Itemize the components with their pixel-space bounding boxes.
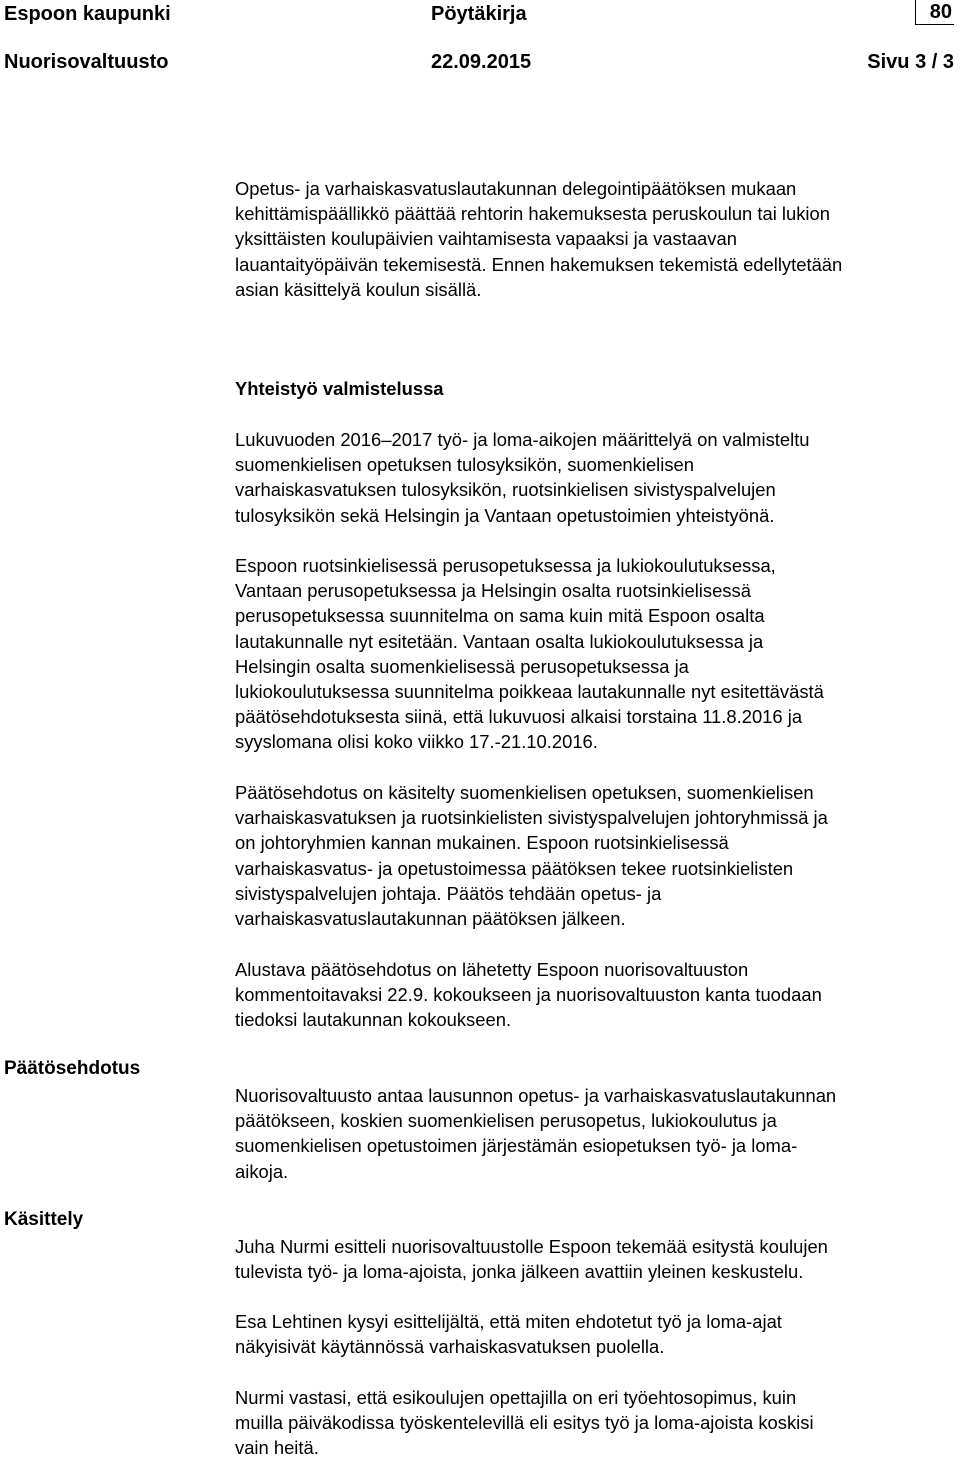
meeting-date: 22.09.2015	[431, 51, 532, 73]
handling-paragraph-1: Juha Nurmi esitteli nuorisovaltuustolle Espoon tekemää esitystä koulujen tulevista työ- ja loma-ajoista, jonka jälkeen avattiin yleinen keskustelu.	[235, 1236, 828, 1283]
intro-paragraph: Opetus- ja varhaiskasvatuslautakunnan delegointipäätöksen mukaan kehittämispäällikkö päättää rehtorin hakemuksesta peruskoulun tai lukion yksittäisten koulupäivien vaihtamisesta vapaaksi ja vastaavan lauantaityöpäivän tekemisestä. Ennen hakemuksen tekemistä edellytetään asian käsittelyä koulun sisällä.	[235, 178, 843, 300]
cooperation-paragraph-1: Lukuvuoden 2016–2017 työ- ja loma-aikojen määrittelyä on valmisteltu suomenkielisen opetuksen tulosyksikön, suomenkielisen varhaiskasvatuksen tulosyksikön, ruotsinkielisen sivistyspalvelujen tulosyksikön sekä Helsingin ja Vantaan opetustoimien yhteistyönä.	[235, 429, 810, 526]
section-number: 80	[915, 0, 954, 25]
cooperation-paragraph-4: Alustava päätösehdotus on lähetetty Espoon nuorisovaltuuston kommentoitavaksi 22.9. kokoukseen ja nuorisovaltuuston kanta tuodaan tiedoksi lautakunnan kokoukseen.	[235, 959, 822, 1031]
handling-paragraph-2-block	[235, 1309, 957, 1359]
handling-paragraph-1-block	[235, 1234, 957, 1284]
proposal-block	[235, 1083, 957, 1184]
page-number: Sivu 3 / 3	[867, 51, 954, 73]
cooperation-paragraph-4-block	[235, 957, 957, 1033]
cooperation-paragraph-1-block	[235, 427, 957, 528]
proposal-text: Nuorisovaltuusto antaa lausunnon opetus- ja varhaiskasvatuslautakunnan päätökseen, koskien suomenkielisen perusopetus, lukiokoulutus ja suomenkielisen opetustoimen järjestämän esiopetuksen työ- ja loma- aikoja.	[235, 1085, 837, 1182]
handling-label: Käsittely	[4, 1209, 84, 1230]
cooperation-paragraph-3: Päätösehdotus on käsitelty suomenkielisen opetuksen, suomenkielisen varhaiskasvatuksen ja ruotsinkielisten sivistyspalvelujen johtoryhmissä ja on johtoryhmien kannan mukainen. Espoon ruotsinkielisessä varhaiskasvatus- ja opetustoimessa päätöksen tekee ruotsinkielisten sivistyspalvelujen johtaja. Päätös tehdään opetus- ja varhaiskasvatuslautakunnan päätöksen jälkeen.	[235, 782, 828, 930]
proposal-label: Päätösehdotus	[4, 1058, 141, 1079]
header-row-1	[4, 2, 954, 30]
organization-name: Espoon kaupunki	[4, 3, 171, 25]
cooperation-paragraph-2-block	[235, 553, 957, 755]
cooperation-paragraph-2: Espoon ruotsinkielisessä perusopetuksessa ja lukiokoulutuksessa, Vantaan perusopetuksessa ja Helsingin osalta ruotsinkielisessä perusopetuksessa suunnitelma on sama kuin mitä Espoon osalta lautakunnalle nyt esitetään. Vantaan osalta lukiokoulutuksessa ja Helsingin osalta suomenkielisessä perusopetuksessa ja lukiokoulutuksessa suunnitelma poikkeaa lautakunnalle nyt esitettävästä päätösehdotuksesta siinä, että lukuvuosi alkaisi torstaina 11.8.2016 ja syyslomana olisi koko viikko 17.-21.10.2016.	[235, 555, 824, 753]
cooperation-paragraph-3-block	[235, 780, 957, 931]
document-type: Pöytäkirja	[431, 3, 527, 25]
handling-paragraph-3-block	[235, 1385, 957, 1461]
handling-paragraph-3: Nurmi vastasi, että esikoulujen opettajilla on eri työehtosopimus, kuin muilla päiväkodissa työskentelevillä eli esitys työ ja loma-ajoista koskisi vain heitä.	[235, 1387, 814, 1459]
page-header	[4, 2, 954, 78]
intro-paragraph-block	[235, 176, 957, 302]
cooperation-section	[235, 376, 957, 401]
body-name: Nuorisovaltuusto	[4, 51, 169, 73]
cooperation-heading: Yhteistyö valmistelussa	[235, 378, 444, 399]
handling-paragraph-2: Esa Lehtinen kysyi esittelijältä, että miten ehdotetut työ ja loma-ajat näkyisivät käytännössä varhaiskasvatuksen puolella.	[235, 1311, 782, 1358]
header-row-2	[4, 50, 954, 78]
